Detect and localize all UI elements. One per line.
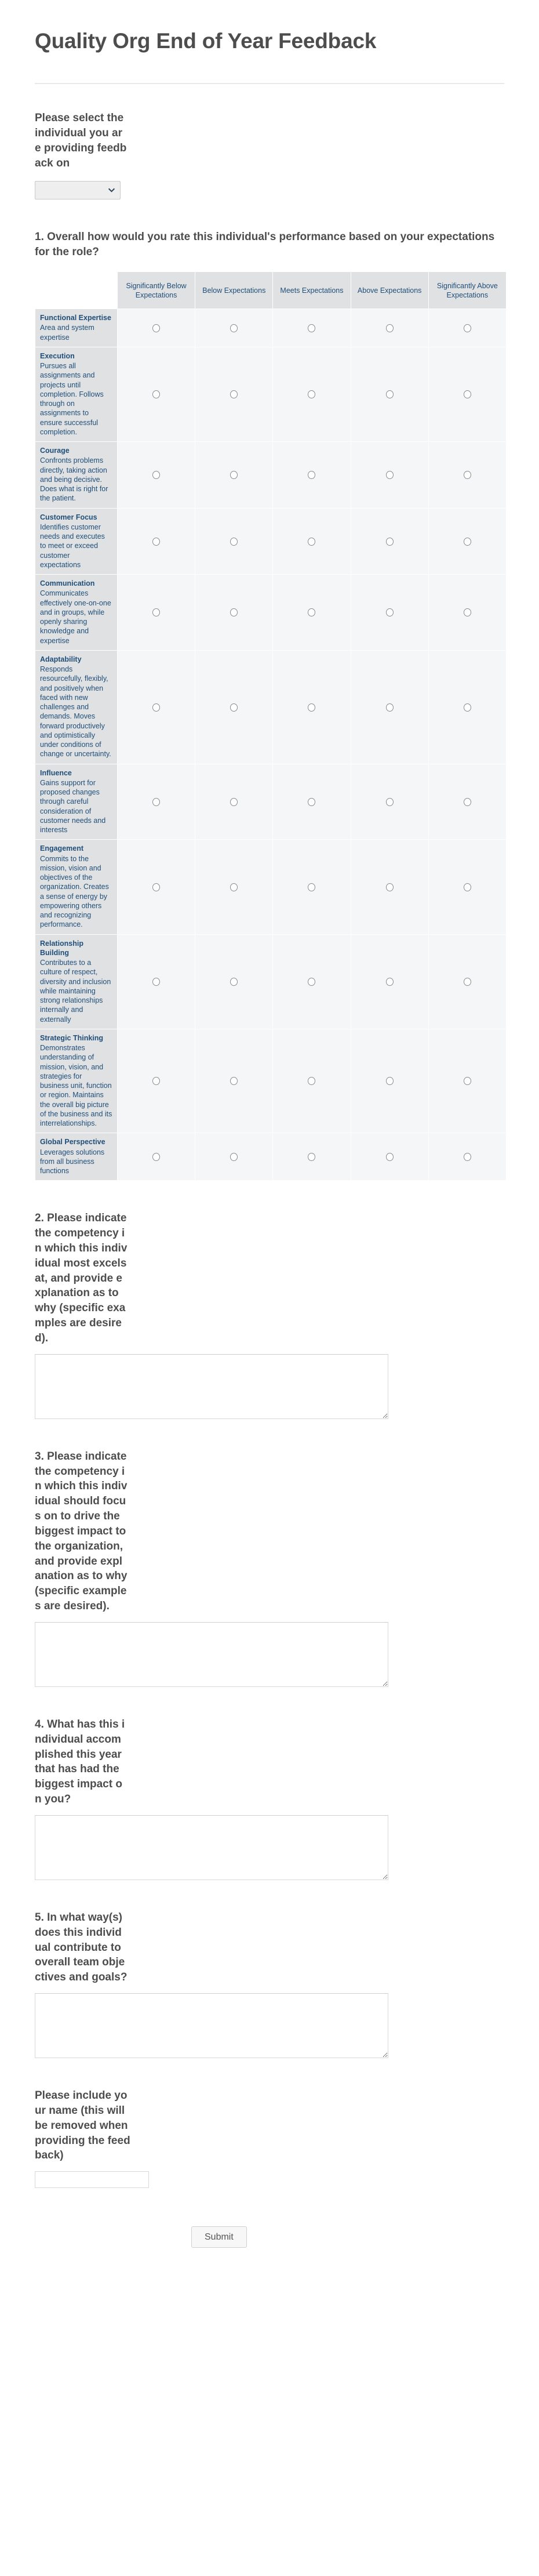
matrix-option-cell[interactable] [118,442,195,509]
question-4-label: 4. What has this individual accomplished this year that has had the biggest impact on you? [35,1718,125,1806]
competency-description: Gains support for proposed changes through careful consideration of customer needs and interests [40,778,106,835]
matrix-option-cell[interactable] [428,347,506,441]
matrix-option-cell[interactable] [428,442,506,509]
question-5-label: 5. In what way(s) does this individual contribute to overall team objectives and goals? [35,1911,128,1984]
matrix-radio[interactable] [308,1153,315,1161]
matrix-option-cell[interactable] [195,442,273,509]
page-title: Quality Org End of Year Feedback [35,29,377,53]
individual-select-block [0,111,539,199]
matrix-radio[interactable] [464,471,471,479]
matrix-option-cell[interactable] [273,1133,351,1181]
matrix-option-cell[interactable] [118,508,195,575]
matrix-option-cell[interactable] [351,1133,428,1181]
matrix-column-header: Meets Expectations [273,272,351,309]
matrix-radio[interactable] [152,1077,160,1085]
matrix-radio[interactable] [464,608,471,616]
matrix-radio[interactable] [308,1077,315,1085]
matrix-radio[interactable] [152,978,160,986]
matrix-option-cell[interactable] [428,309,506,347]
table-row [35,840,507,934]
competency-description: Area and system expertise [40,324,94,342]
question-3-label: 3. Please indicate the competency in which this individual should focus on to drive the biggest impact to the organization, and provide explanation as to why (specific examples are desired). [35,1450,128,1613]
matrix-option-cell[interactable] [428,508,506,575]
matrix-row-label [35,575,118,651]
matrix-option-cell[interactable] [118,934,195,1029]
matrix-radio[interactable] [230,538,238,546]
matrix-option-cell[interactable] [118,840,195,934]
question-3-block [0,1449,539,1687]
matrix-option-cell[interactable] [273,650,351,764]
matrix-radio[interactable] [464,1153,471,1161]
competency-name: Influence [40,768,72,777]
question-5-textarea[interactable] [35,1993,388,2058]
matrix-radio[interactable] [308,883,315,891]
matrix-row-label [35,442,118,509]
matrix-option-cell[interactable] [351,347,428,441]
question-2-textarea[interactable] [35,1354,388,1419]
competency-description: Commits to the mission, vision and objectives of the organization. Creates a sense of energy by empowering others and recognizing performance. [40,854,109,929]
competency-description: Communicates effectively one-on-one and in groups, while openly sharing knowledge and expertise [40,589,111,645]
table-row [35,442,507,509]
matrix-option-cell[interactable] [195,650,273,764]
matrix-radio[interactable] [386,703,394,712]
matrix-option-cell[interactable] [428,764,506,840]
matrix-option-cell[interactable] [351,1029,428,1133]
matrix-corner-cell [35,272,118,309]
matrix-radio[interactable] [230,798,238,806]
rating-matrix-table [35,271,507,1181]
matrix-row-label [35,309,118,347]
competency-name: Communication [40,579,95,588]
matrix-radio[interactable] [152,703,160,712]
matrix-question-label: 1. Overall how would you rate this individual's performance based on your expectations for the role? [35,231,495,259]
matrix-option-cell[interactable] [273,309,351,347]
competency-name: Adaptability [40,655,82,663]
matrix-radio[interactable] [386,798,394,806]
submit-shift [191,2232,247,2242]
matrix-radio[interactable] [152,608,160,616]
matrix-option-cell[interactable] [195,840,273,934]
table-row [35,309,507,347]
matrix-option-cell[interactable] [195,764,273,840]
matrix-radio[interactable] [308,324,315,332]
matrix-row-label [35,1029,118,1133]
matrix-option-cell[interactable] [118,309,195,347]
matrix-radio[interactable] [464,390,471,398]
matrix-radio[interactable] [464,538,471,546]
matrix-column-header: Significantly Below Expectations [118,272,195,309]
table-row [35,934,507,1029]
survey-header [0,0,539,54]
matrix-header [35,272,507,309]
matrix-radio[interactable] [464,324,471,332]
matrix-radio[interactable] [386,471,394,479]
competency-description: Contributes to a culture of respect, diversity and inclusion while maintaining strong relationships internally and externally [40,959,111,1024]
competency-description: Pursues all assignments and projects until completion. Follows through on assignments to ensure successful completion. [40,362,104,436]
matrix-option-cell[interactable] [273,442,351,509]
matrix-option-cell[interactable] [195,934,273,1029]
matrix-option-cell[interactable] [273,1029,351,1133]
competency-name: Courage [40,447,70,455]
matrix-row-label [35,347,118,441]
individual-select-label: Please select the individual you are providing feedback on [35,112,127,169]
question-4-textarea[interactable] [35,1815,388,1880]
matrix-option-cell[interactable] [118,575,195,651]
matrix-option-cell[interactable] [351,508,428,575]
matrix-header-row [35,272,507,309]
question-2-label: 2. Please indicate the competency in which this individual most excels at, and provide explanation as to why (specific examples are desired). [35,1212,128,1344]
matrix-radio[interactable] [308,608,315,616]
matrix-body [35,309,507,1181]
matrix-row-label [35,764,118,840]
matrix-radio[interactable] [230,1077,238,1085]
matrix-radio[interactable] [464,883,471,891]
matrix-option-cell[interactable] [195,309,273,347]
matrix-option-cell[interactable] [351,575,428,651]
matrix-radio[interactable] [308,471,315,479]
table-row [35,575,507,651]
matrix-option-cell[interactable] [351,309,428,347]
competency-name: Global Perspective [40,1138,105,1146]
matrix-radio[interactable] [308,798,315,806]
matrix-radio[interactable] [230,324,238,332]
competency-description: Demonstrates understanding of mission, vision, and strategies for business unit, function or region. Maintains the overall big picture of the business and its interrelationships. [40,1044,112,1128]
matrix-radio[interactable] [230,608,238,616]
matrix-radio[interactable] [386,978,394,986]
matrix-option-cell[interactable] [195,575,273,651]
matrix-option-cell[interactable] [428,575,506,651]
matrix-radio[interactable] [230,1153,238,1161]
competency-name: Execution [40,351,75,360]
matrix-radio[interactable] [230,883,238,891]
matrix-option-cell[interactable] [118,1133,195,1181]
matrix-radio[interactable] [386,390,394,398]
matrix-radio[interactable] [386,1153,394,1161]
competency-description: Identifies customer needs and executes to meet or exceed customer expectations [40,523,105,569]
matrix-radio[interactable] [386,883,394,891]
matrix-radio[interactable] [152,798,160,806]
matrix-option-cell[interactable] [428,1133,506,1181]
competency-description: Responds resourcefully, flexibly, and positively when faced with new challenges and demands. Moves forward productively and optimistically under conditions of change or uncertainty. [40,665,111,759]
matrix-radio[interactable] [152,471,160,479]
matrix-radio[interactable] [386,1077,394,1085]
matrix-column-header: Below Expectations [195,272,273,309]
matrix-option-cell[interactable] [273,934,351,1029]
matrix-radio[interactable] [308,703,315,712]
matrix-table-wrapper [0,271,539,1181]
matrix-option-cell[interactable] [351,650,428,764]
question-2-block [0,1211,539,1418]
name-input[interactable] [35,2171,149,2188]
matrix-option-cell[interactable] [428,650,506,764]
name-field-label: Please include your name (this will be removed when providing the feedback) [35,2089,130,2162]
submit-row [0,2226,539,2283]
matrix-row-label [35,840,118,934]
matrix-radio[interactable] [230,390,238,398]
matrix-radio[interactable] [230,471,238,479]
matrix-radio[interactable] [152,883,160,891]
table-row [35,347,507,441]
matrix-option-cell[interactable] [273,508,351,575]
individual-select-input[interactable] [35,181,121,199]
matrix-option-cell[interactable] [273,764,351,840]
matrix-radio[interactable] [386,538,394,546]
competency-name: Engagement [40,844,84,853]
matrix-option-cell[interactable] [428,934,506,1029]
matrix-row-label [35,1133,118,1181]
matrix-option-cell[interactable] [195,347,273,441]
matrix-option-cell[interactable] [351,442,428,509]
matrix-radio[interactable] [308,538,315,546]
matrix-radio[interactable] [308,390,315,398]
matrix-radio[interactable] [464,703,471,712]
matrix-radio[interactable] [464,798,471,806]
competency-name: Customer Focus [40,513,97,521]
table-row [35,508,507,575]
matrix-row-label [35,650,118,764]
matrix-radio[interactable] [386,324,394,332]
matrix-radio[interactable] [464,978,471,986]
question-5-block [0,1910,539,2058]
matrix-option-cell[interactable] [118,347,195,441]
matrix-column-header: Significantly Above Expectations [428,272,506,309]
matrix-radio[interactable] [152,538,160,546]
matrix-radio[interactable] [152,1153,160,1161]
matrix-radio[interactable] [308,978,315,986]
matrix-option-cell[interactable] [351,840,428,934]
matrix-row-label [35,508,118,575]
header-divider [35,83,504,84]
submit-button[interactable]: Submit [191,2226,247,2248]
matrix-column-header: Above Expectations [351,272,428,309]
matrix-option-cell[interactable] [118,764,195,840]
matrix-radio[interactable] [152,324,160,332]
competency-name: Functional Expertise [40,314,111,322]
competency-description: Leverages solutions from all business functions [40,1148,105,1175]
table-row [35,764,507,840]
question-4-block [0,1717,539,1880]
matrix-option-cell[interactable] [195,1133,273,1181]
individual-select-wrapper [35,181,121,199]
matrix-option-cell[interactable] [351,764,428,840]
matrix-option-cell[interactable] [428,1029,506,1133]
matrix-option-cell[interactable] [273,347,351,441]
matrix-option-cell[interactable] [428,840,506,934]
matrix-row-label [35,934,118,1029]
name-field-block [0,2088,539,2188]
competency-description: Confronts problems directly, taking action and being decisive. Does what is right for the patient. [40,456,108,503]
competency-name: Strategic Thinking [40,1033,104,1042]
matrix-option-cell[interactable] [195,1029,273,1133]
matrix-option-cell[interactable] [351,934,428,1029]
question-3-textarea[interactable] [35,1622,388,1687]
table-row [35,1133,507,1181]
table-row [35,650,507,764]
competency-name: Relationship Building [40,939,84,957]
matrix-option-cell[interactable] [195,508,273,575]
matrix-option-cell[interactable] [118,1029,195,1133]
matrix-radio[interactable] [464,1077,471,1085]
matrix-option-cell[interactable] [118,650,195,764]
table-row [35,1029,507,1133]
matrix-radio[interactable] [152,390,160,398]
matrix-radio[interactable] [230,978,238,986]
matrix-radio[interactable] [230,703,238,712]
matrix-question-block [0,230,539,260]
matrix-radio[interactable] [386,608,394,616]
matrix-option-cell[interactable] [273,575,351,651]
matrix-option-cell[interactable] [273,840,351,934]
